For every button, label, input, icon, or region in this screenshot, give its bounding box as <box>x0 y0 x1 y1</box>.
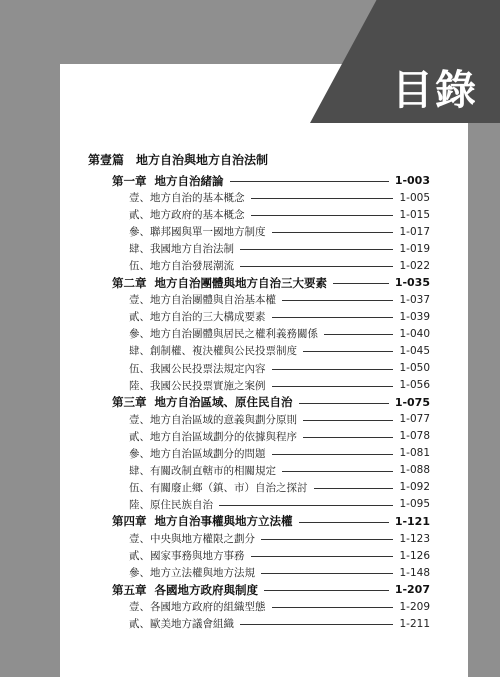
section-page: 1-123 <box>399 532 430 545</box>
section-page: 1-005 <box>399 191 430 204</box>
leader-line <box>240 624 393 625</box>
toc-section-row <box>88 445 430 462</box>
leader-line <box>230 181 389 182</box>
toc-section-row <box>88 240 430 257</box>
section-page: 1-095 <box>399 498 430 511</box>
toc-section-row <box>88 547 430 564</box>
toc-section-row <box>88 342 430 359</box>
section-title: 伍、有關廢止鄉（鎮、市）自治之探討 <box>129 481 308 494</box>
section-page: 1-050 <box>399 362 430 375</box>
toc-section-row <box>88 308 430 325</box>
toc-section-row <box>88 325 430 342</box>
section-title: 貳、國家事務與地方事務 <box>129 550 245 563</box>
section-page: 1-045 <box>399 344 430 357</box>
leader-line <box>282 300 393 301</box>
section-title: 貳、歐美地方議會組織 <box>129 618 234 631</box>
leader-line <box>251 198 394 199</box>
section-page: 1-077 <box>399 413 430 426</box>
leader-line <box>333 283 389 284</box>
toc-section-row <box>88 360 430 377</box>
toc-section-row <box>88 223 430 240</box>
toc-section-row <box>88 598 430 615</box>
toc-section-row <box>88 462 430 479</box>
section-title: 參、聯邦國與單一國地方制度 <box>129 226 266 239</box>
section-page: 1-081 <box>399 447 430 460</box>
leader-line <box>251 215 394 216</box>
section-title: 伍、我國公民投票法規定內容 <box>129 362 266 375</box>
toc-section-row <box>88 377 430 394</box>
section-page: 1-056 <box>399 379 430 392</box>
toc-section-row <box>88 411 430 428</box>
toc-section-row <box>88 291 430 308</box>
section-page: 1-022 <box>399 259 430 272</box>
toc-chapter-row <box>88 274 430 291</box>
leader-line <box>272 232 394 233</box>
section-title: 陸、我國公民投票實施之案例 <box>129 379 266 392</box>
leader-line <box>272 369 394 370</box>
toc-chapter-row <box>88 172 430 189</box>
chapter-title: 各國地方政府與制度 <box>154 582 258 597</box>
section-page: 1-088 <box>399 464 430 477</box>
toc-section-row <box>88 564 430 581</box>
leader-line <box>219 505 393 506</box>
part-heading: 第壹篇 地方自治與地方自治法制 <box>88 153 269 167</box>
toc-chapter-row <box>88 581 430 598</box>
chapter-page: 1-035 <box>394 276 430 290</box>
chapter-number: 第三章 <box>112 395 147 410</box>
toc-body <box>88 172 430 632</box>
section-page: 1-039 <box>399 310 430 323</box>
leader-line <box>299 403 389 404</box>
toc-section-row <box>88 496 430 513</box>
section-title: 肆、有關改制直轄市的相關規定 <box>129 464 276 477</box>
section-title: 壹、中央與地方權限之劃分 <box>129 533 255 545</box>
section-title: 貳、地方政府的基本概念 <box>129 209 245 222</box>
leader-line <box>299 522 389 523</box>
section-page: 1-209 <box>399 600 430 613</box>
section-page: 1-017 <box>399 225 430 238</box>
toc-section-row <box>88 428 430 445</box>
leader-line <box>240 249 393 250</box>
chapter-number: 第一章 <box>112 173 147 188</box>
toc-chapter-row <box>88 513 430 530</box>
leader-line <box>272 454 394 455</box>
section-title: 參、地方自治區域劃分的問題 <box>129 447 266 460</box>
section-title: 貳、地方自治區域劃分的依據與程序 <box>129 430 297 443</box>
leader-line <box>314 488 394 489</box>
leader-line <box>261 573 393 574</box>
leader-line <box>251 556 394 557</box>
section-page: 1-015 <box>399 208 430 221</box>
toc-section-row <box>88 257 430 274</box>
section-title: 肆、我國地方自治法制 <box>129 243 234 256</box>
section-title: 參、地方立法權與地方法規 <box>129 567 255 580</box>
leader-line <box>272 607 394 608</box>
leader-line <box>282 471 393 472</box>
leader-line <box>272 386 394 387</box>
leader-line <box>303 420 393 421</box>
chapter-number: 第四章 <box>112 514 147 529</box>
toc-section-row <box>88 615 430 632</box>
chapter-title: 地方自治緒論 <box>154 173 224 188</box>
toc-chapter-row <box>88 394 430 411</box>
chapter-page: 1-003 <box>394 174 430 188</box>
section-page: 1-126 <box>399 549 430 562</box>
chapter-page: 1-075 <box>394 395 430 409</box>
leader-line <box>303 351 393 352</box>
section-page: 1-019 <box>399 242 430 255</box>
section-title: 陸、原住民族自治 <box>129 498 213 511</box>
section-title: 肆、創制權、複決權與公民投票制度 <box>129 345 297 358</box>
chapter-page: 1-121 <box>394 514 430 528</box>
section-page: 1-078 <box>399 430 430 443</box>
toc-section-row <box>88 530 430 547</box>
section-page: 1-040 <box>399 327 430 340</box>
leader-line <box>261 539 393 540</box>
toc-section-row <box>88 206 430 223</box>
chapter-title: 地方自治團體與地方自治三大要素 <box>154 275 327 290</box>
section-title: 伍、地方自治發展潮流 <box>129 260 234 273</box>
chapter-page: 1-207 <box>394 583 430 597</box>
leader-line <box>264 590 389 591</box>
leader-line <box>240 266 393 267</box>
leader-line <box>324 334 393 335</box>
section-title: 壹、各國地方政府的組織型態 <box>129 601 266 614</box>
section-title: 壹、地方自治團體與自治基本權 <box>129 294 276 307</box>
section-page: 1-037 <box>399 293 430 306</box>
chapter-number: 第五章 <box>112 582 147 597</box>
leader-line <box>303 437 393 438</box>
section-page: 1-092 <box>399 481 430 494</box>
leader-line <box>272 317 394 318</box>
chapter-number: 第二章 <box>112 275 147 290</box>
section-page: 1-148 <box>399 566 430 579</box>
section-title: 壹、地方自治區域的意義與劃分原則 <box>129 413 297 426</box>
page-title: 目錄 <box>392 66 478 114</box>
toc-section-row <box>88 189 430 206</box>
table-of-contents <box>88 149 430 632</box>
section-title: 參、地方自治團體與居民之權利義務關係 <box>129 328 318 341</box>
chapter-title: 地方自治區域、原住民自治 <box>154 395 293 410</box>
chapter-title: 地方自治事權與地方立法權 <box>154 514 293 529</box>
section-title: 貳、地方自治的三大構成要素 <box>129 311 266 324</box>
section-page: 1-211 <box>399 617 430 630</box>
toc-section-row <box>88 479 430 496</box>
section-title: 壹、地方自治的基本概念 <box>129 192 245 205</box>
